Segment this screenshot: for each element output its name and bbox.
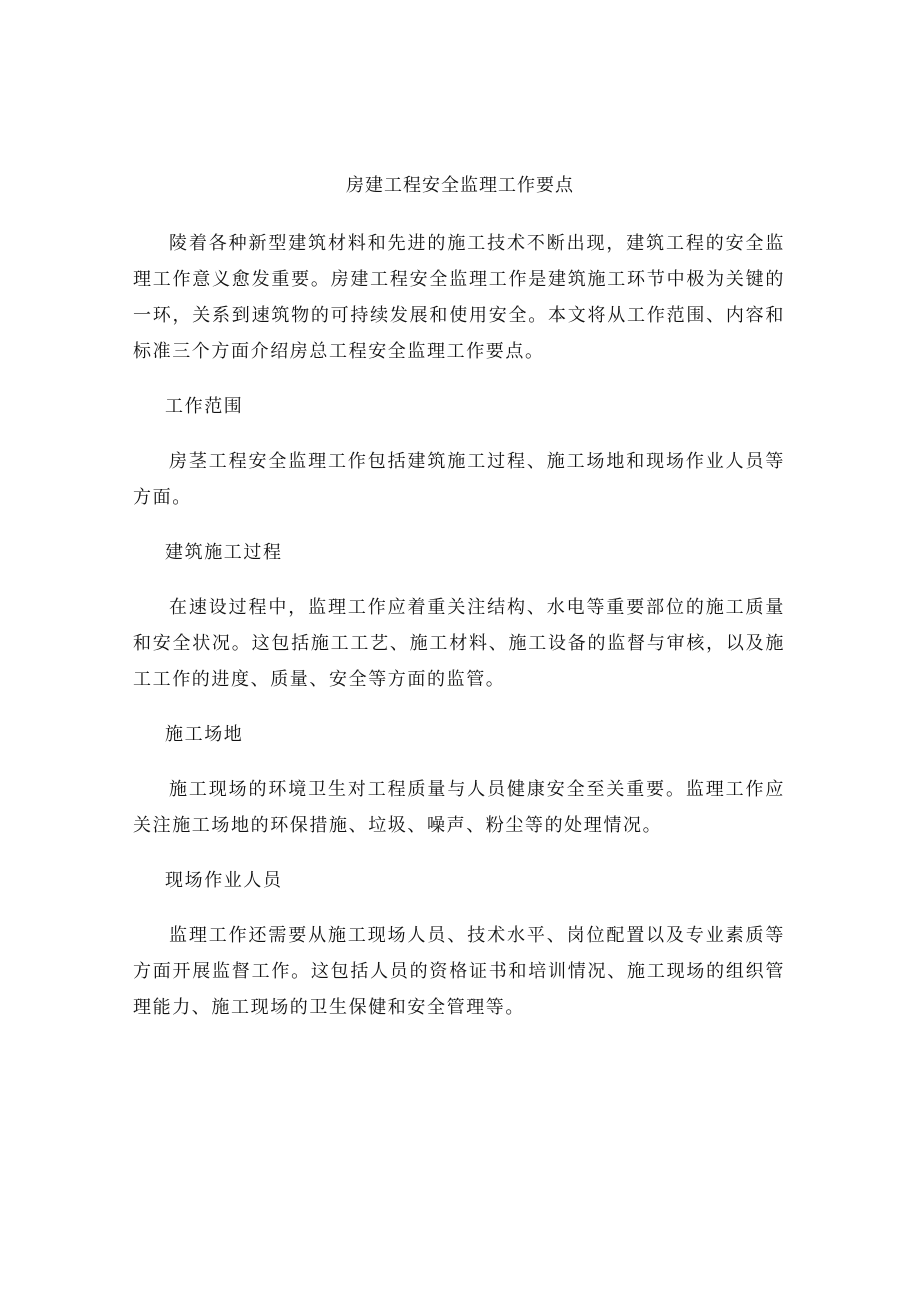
intro-paragraph: 陵着各种新型建筑材料和先进的施工技术不断出现，建筑工程的安全监理工作意义愈发重要。房建工程安全监理工作是建筑施工环节中极为关键的一环，关系到速筑物的可持续发展和使用安全。本文将从工作范围、内容和标准三个方面介绍房总工程安全监理工作要点。 — [133, 233, 785, 362]
section-heading-construction-process: 建筑施工过程 — [165, 542, 283, 563]
construction-site-paragraph: 施工现场的环境卫生对工程质量与人员健康安全至关重要。监理工作应关注施工场地的环保措施、垃圾、噪声、粉尘等的处理情况。 — [133, 779, 785, 836]
section-heading-construction-site: 施工场地 — [165, 724, 244, 745]
site-personnel-paragraph: 监理工作还需要从施工现场人员、技术水平、岗位配置以及专业素质等方面开展监督工作。这包括人员的资格证书和培训情况、施工现场的组织管理能力、施工现场的卫生保健和安全管理等。 — [133, 925, 785, 1018]
scope-paragraph: 房茎工程安全监理工作包括建筑施工过程、施工场地和现场作业人员等方面。 — [133, 451, 785, 508]
section-heading-scope: 工作范围 — [165, 396, 244, 417]
document-title: 房建工程安全监理工作要点 — [346, 175, 574, 196]
section-heading-site-personnel: 现场作业人员 — [165, 870, 283, 891]
document-body — [133, 226, 785, 1045]
construction-process-paragraph: 在速设过程中，监理工作应着重关注结构、水电等重要部位的施工质量和安全状况。这包括施工工艺、施工材料、施工设备的监督与审核，以及施工工作的进度、质量、安全等方面的监管。 — [133, 597, 785, 690]
